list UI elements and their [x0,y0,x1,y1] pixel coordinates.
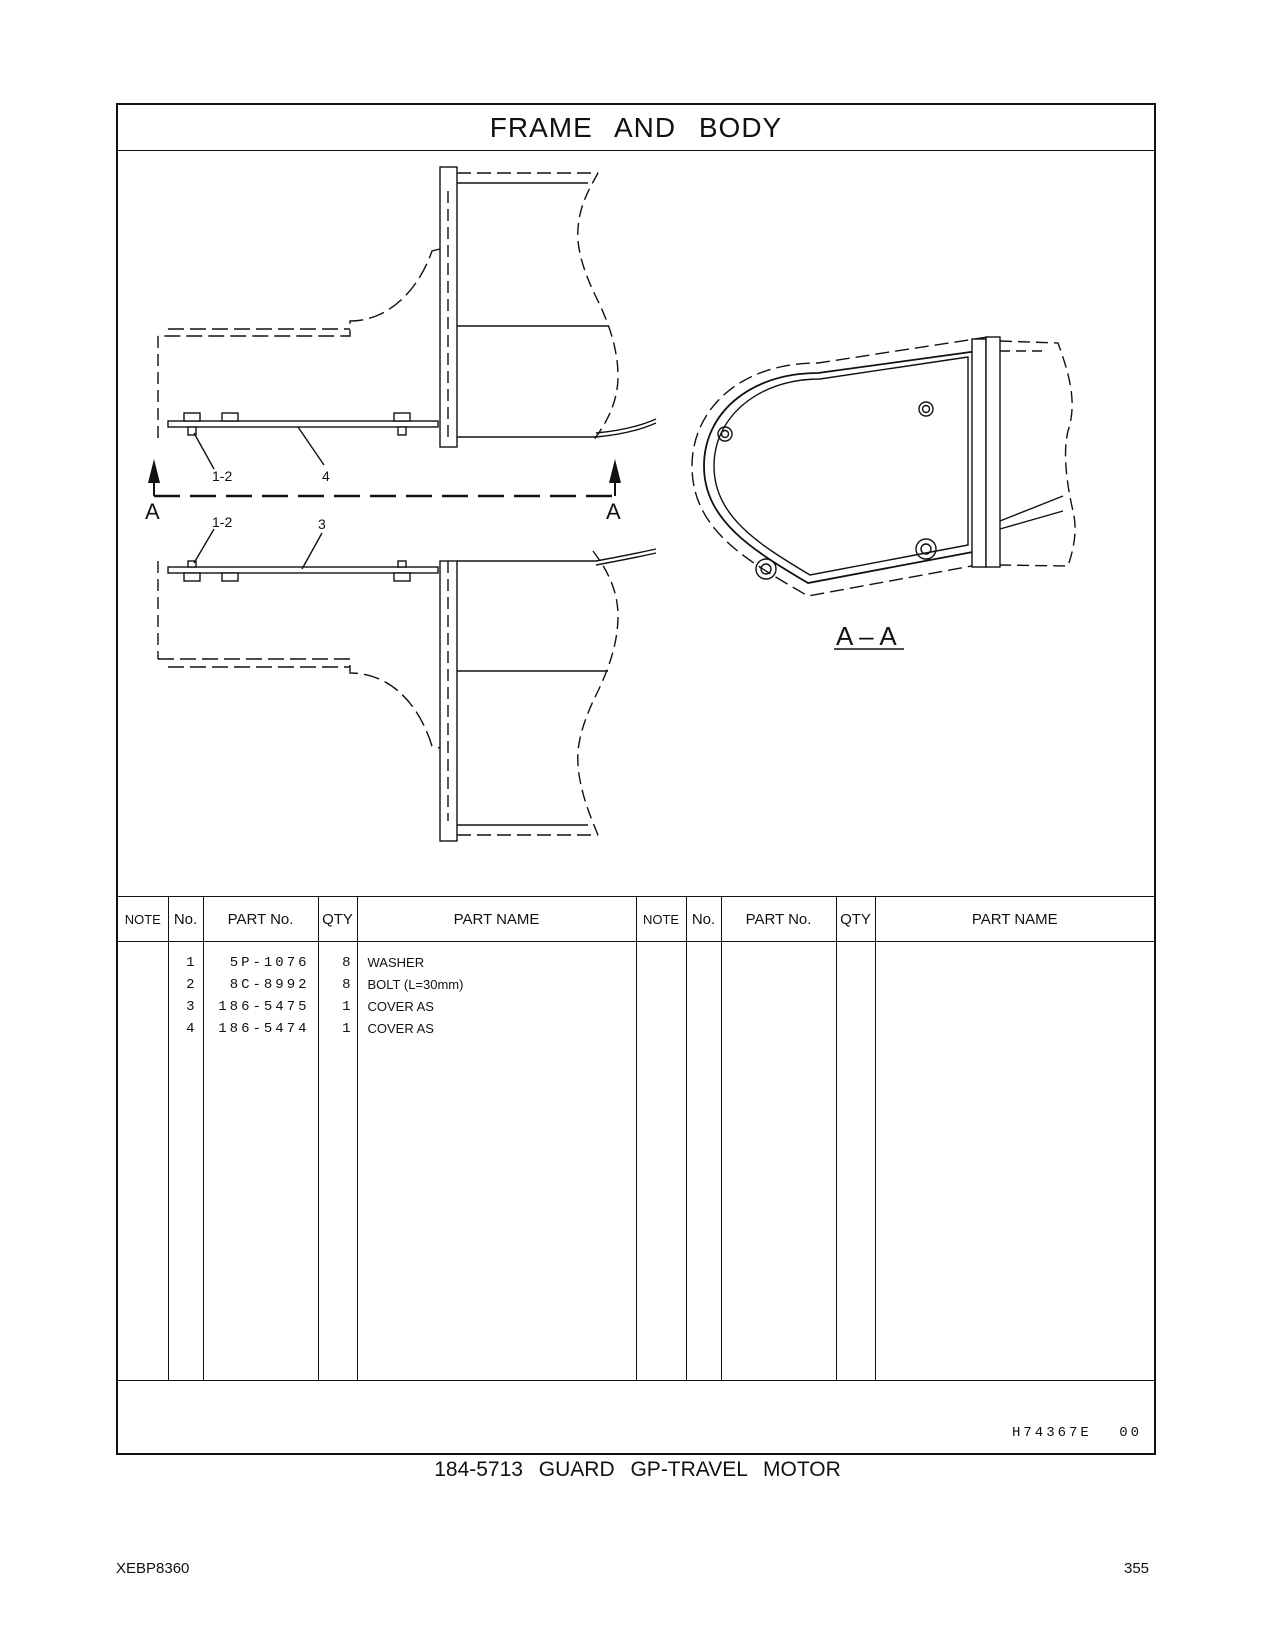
qty-column [318,942,357,1381]
page-number: 355 [1124,1560,1150,1577]
exploded-drawing [118,151,1154,896]
section-view-drawing [692,337,1075,649]
table-cell-qty: 1 [342,999,351,1015]
document-id: XEBP8360 [116,1560,190,1577]
section-letter-left: A [145,499,160,524]
callout-bottom-cover: 3 [318,516,326,532]
header-note: NOTE [118,897,168,942]
section-view-label: A – A [836,621,897,651]
header-no: No. [686,897,721,942]
header-note: NOTE [636,897,686,942]
part-no-column-right [721,942,836,1381]
bottom-guard-drawing [158,529,656,841]
parts-page-frame [116,103,1156,1455]
qty-column-right [836,942,875,1381]
callout-top-cover: 4 [322,468,330,484]
table-cell-part-name: COVER AS [367,999,434,1014]
top-guard-drawing [158,167,656,469]
arrow-up-icon [609,459,621,483]
table-cell-part-name: COVER AS [367,1021,434,1036]
header-no: No. [168,897,203,942]
note-column-right [636,942,686,1381]
header-part-no: PART No. [721,897,836,942]
table-cell-qty: 8 [342,977,351,993]
callout-top-bolt: 1-2 [212,468,233,484]
parts-table [118,896,1154,1381]
part-name-column [357,942,636,1381]
table-cell-qty: 8 [342,955,351,971]
table-cell-part-name: BOLT (L=30mm) [367,977,464,992]
part-no-column [203,942,318,1381]
parts-list [118,896,1154,1381]
group-caption: 184-5713 GUARD GP-TRAVEL MOTOR [434,1458,841,1481]
header-qty: QTY [836,897,875,942]
table-cell-no: 4 [186,1021,195,1037]
arrow-up-icon [148,459,160,483]
table-cell-part-no: 186-5475 [218,999,310,1015]
table-cell-part-no: 186-5474 [218,1021,310,1037]
no-column [168,942,203,1381]
table-cell-no: 3 [186,999,195,1015]
table-cell-no: 1 [186,955,195,971]
note-column [118,942,168,1381]
header-part-no: PART No. [203,897,318,942]
section-title: FRAME AND BODY [489,111,783,143]
table-cell-part-name: WASHER [367,955,425,970]
table-cell-no: 2 [186,977,195,993]
table-cell-part-no: 8C-8992 [229,977,310,993]
no-column-right [686,942,721,1381]
part-name-column-right [875,942,1154,1381]
section-letter-right: A [606,499,621,524]
section-title-bar [118,105,1154,151]
table-cell-part-no: 5P-1076 [229,955,310,971]
header-part-name: PART NAME [357,897,636,942]
drawing-code: H74367E 00 [1011,1425,1142,1441]
guard-drawing-svg [118,151,1154,896]
callout-bottom-bolt: 1-2 [212,514,233,530]
table-cell-qty: 1 [342,1021,351,1037]
header-part-name: PART NAME [875,897,1154,942]
header-qty: QTY [318,897,357,942]
